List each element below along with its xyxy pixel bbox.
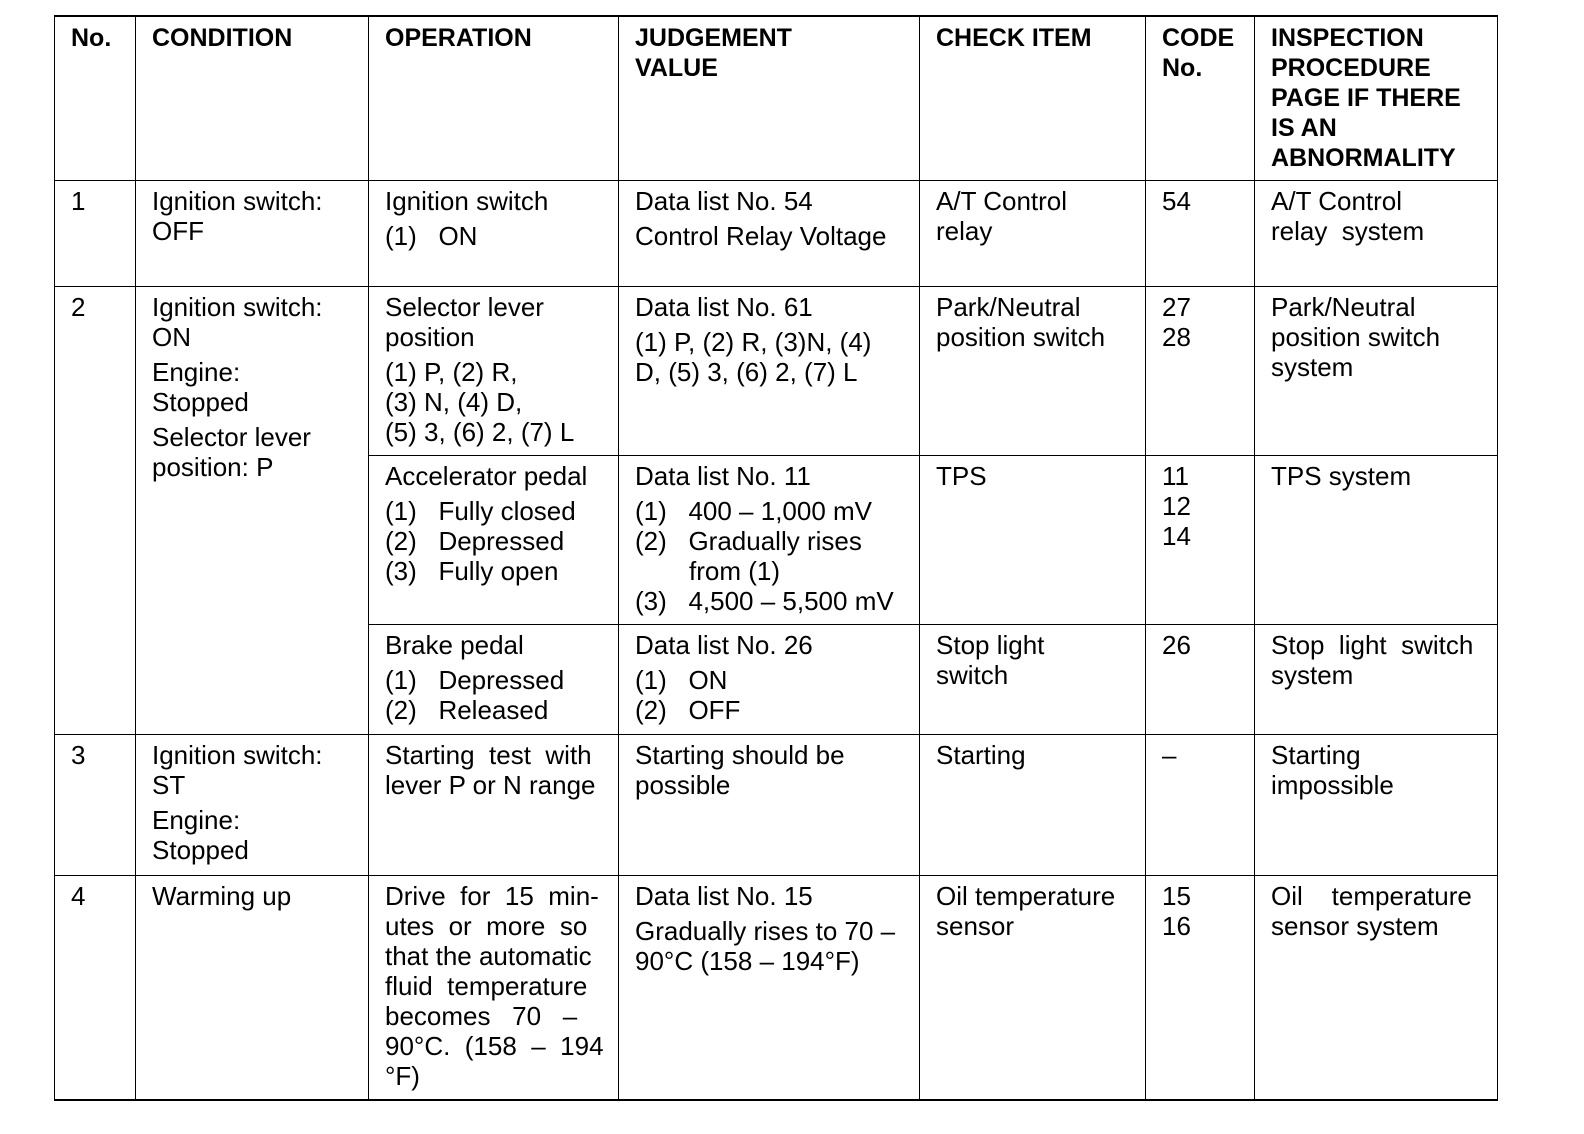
table-row — [55, 180, 1498, 286]
cell-judgement: Data list No. 11 (1) 400 – 1,000 mV (2) Gradually rises from (1) (3) 4,500 – 5,500 mV — [619, 455, 920, 624]
cell-inspection: Stop light switch system — [1255, 624, 1498, 734]
header-code-no: CODE No. — [1146, 16, 1255, 180]
cell-check-item: A/T Control relay — [920, 180, 1146, 286]
table-row — [55, 875, 1498, 1100]
cell-judgement: Data list No. 54 Control Relay Voltage — [619, 180, 920, 286]
cell-inspection: A/T Control relay system — [1255, 180, 1498, 286]
cell-judgement: Data list No. 26 (1) ON (2) OFF — [619, 624, 920, 734]
header-row — [55, 16, 1498, 180]
table-row — [55, 286, 1498, 455]
cell-check-item: Oil temperature sensor — [920, 875, 1146, 1100]
cell-inspection: TPS system — [1255, 455, 1498, 624]
cell-check-item: Starting — [920, 734, 1146, 875]
header-condition: CONDITION — [136, 16, 369, 180]
cell-condition: Warming up — [136, 875, 369, 1100]
cell-check-item: Park/Neutral position switch — [920, 286, 1146, 455]
cell-condition: Ignition switch: ON Engine: Stopped Selector lever position: P — [136, 286, 369, 734]
table-row — [55, 734, 1498, 875]
cell-judgement: Starting should be possible — [619, 734, 920, 875]
cell-judgement: Data list No. 61 (1) P, (2) R, (3)N, (4) D, (5) 3, (6) 2, (7) L — [619, 286, 920, 455]
cell-condition: Ignition switch: ST Engine: Stopped — [136, 734, 369, 875]
cell-inspection: Park/Neutral position switch system — [1255, 286, 1498, 455]
cell-code: 26 — [1146, 624, 1255, 734]
cell-no: 1 — [55, 180, 136, 286]
cell-code: – — [1146, 734, 1255, 875]
cell-operation: Accelerator pedal (1) Fully closed (2) Depressed (3) Fully open — [369, 455, 619, 624]
cell-code: 54 — [1146, 180, 1255, 286]
cell-code: 11 12 14 — [1146, 455, 1255, 624]
cell-no: 3 — [55, 734, 136, 875]
cell-code: 27 28 — [1146, 286, 1255, 455]
inspection-table — [54, 15, 1498, 1101]
cell-operation: Starting test with lever P or N range — [369, 734, 619, 875]
header-check-item: CHECK ITEM — [920, 16, 1146, 180]
cell-operation: Selector lever position (1) P, (2) R, (3) N, (4) D, (5) 3, (6) 2, (7) L — [369, 286, 619, 455]
header-inspection-procedure: INSPECTION PROCEDURE PAGE IF THERE IS AN ABNORMALITY — [1255, 16, 1498, 180]
cell-code: 15 16 — [1146, 875, 1255, 1100]
cell-condition: Ignition switch: OFF — [136, 180, 369, 286]
header-operation: OPERATION — [369, 16, 619, 180]
cell-operation: Drive for 15 min- utes or more so that the automatic fluid temperature becomes 70 – 90°C. (158 – 194 °F) — [369, 875, 619, 1100]
cell-no: 2 — [55, 286, 136, 734]
cell-check-item: TPS — [920, 455, 1146, 624]
cell-inspection: Starting impossible — [1255, 734, 1498, 875]
cell-judgement: Data list No. 15 Gradually rises to 70 – 90°C (158 – 194°F) — [619, 875, 920, 1100]
header-judgement-value: JUDGEMENT VALUE — [619, 16, 920, 180]
cell-operation: Ignition switch (1) ON — [369, 180, 619, 286]
cell-inspection: Oil temperature sensor system — [1255, 875, 1498, 1100]
cell-operation: Brake pedal (1) Depressed (2) Released — [369, 624, 619, 734]
cell-no: 4 — [55, 875, 136, 1100]
cell-check-item: Stop light switch — [920, 624, 1146, 734]
header-no: No. — [55, 16, 136, 180]
